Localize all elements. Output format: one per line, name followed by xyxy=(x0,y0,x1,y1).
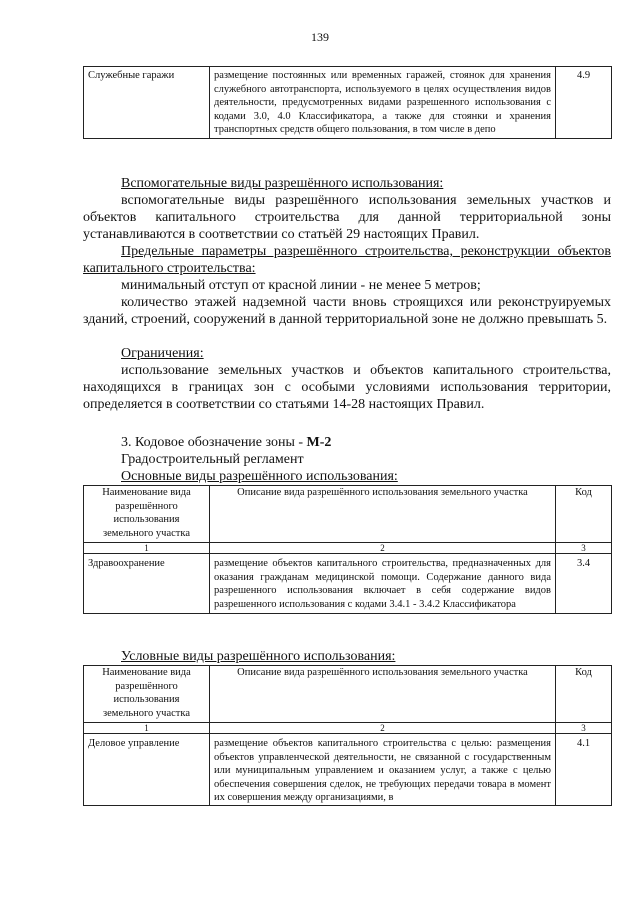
col-number: 3 xyxy=(556,723,612,734)
limits-item-1: минимальный отступ от красной линии - не менее 5 метров; xyxy=(121,278,481,293)
zone-code: М-2 xyxy=(306,435,332,450)
zone-subtitle: Градостроительный регламент xyxy=(121,452,304,467)
header-description: Описание вида разрешённого использования земельного участка xyxy=(210,666,556,723)
use-description: размещение объектов капитального строительства, предназначенных для оказания гражданам медицинской помощи. Содержание данного вида разрешенного использования включает в себя содержание видов разрешенного использования с кодами 3.4.1 - 3.4.2 Классификатора xyxy=(210,554,556,614)
zone-title: 3. Кодовое обозначение зоны - М-2 xyxy=(121,435,332,450)
table-number-row xyxy=(84,723,612,734)
main-uses-table xyxy=(83,485,612,614)
limits-item-2: количество этажей надземной части вновь строящихся или реконструируемых зданий, строений, сооружений в данной территориальной зоне не должно превышать 5. xyxy=(83,295,611,327)
table-number-row xyxy=(84,543,612,554)
header-description: Описание вида разрешённого использования земельного участка xyxy=(210,486,556,543)
table-header-row xyxy=(84,666,612,723)
col-number: 2 xyxy=(210,723,556,734)
use-code: 4.9 xyxy=(556,67,612,139)
page-number: 139 xyxy=(311,30,329,44)
restrictions-heading: Ограничения: xyxy=(121,346,204,361)
col-number: 1 xyxy=(84,543,210,554)
table-row xyxy=(84,734,612,806)
table-row xyxy=(84,67,612,139)
auxiliary-text: вспомогательные виды разрешённого использования земельных участков и объектов капитального строительства для данной территориальной зоны устанавливаются в соответствии со статьёй 29 настоящих Правил. xyxy=(83,193,611,242)
main-uses-heading: Основные виды разрешённого использования: xyxy=(121,469,398,484)
restrictions-text: использование земельных участков и объектов капитального строительства, находящихся в границах зон с особыми условиями использования территории, определяется в соответствии со статьями 14-28 настоящих Правил. xyxy=(83,363,611,412)
conditional-uses-heading: Условные виды разрешённого использования: xyxy=(121,649,396,664)
use-code: 3.4 xyxy=(556,554,612,614)
use-description: размещение постоянных или временных гаражей, стоянок для хранения служебного автотранспорта, используемого в целях осуществления видов деятельности, предусмотренных видами разрешенного использования с кодами 3.0, 4.0 Классификатора, а также для стоянки и хранения транспортных средств общего пользования, в том числе в депо xyxy=(210,67,556,139)
limits-heading: Предельные параметры разрешённого строительства, реконструкции объектов капитального строительства: xyxy=(83,244,611,276)
col-number: 3 xyxy=(556,543,612,554)
top-table xyxy=(83,66,612,139)
col-number: 1 xyxy=(84,723,210,734)
use-code: 4.1 xyxy=(556,734,612,806)
use-description: размещение объектов капитального строительства с целью: размещения объектов управленческой деятельности, не связанной с государственным или муниципальным управлением и оказанием услуг, а также с целью обеспечения совершения сделок, не требующих передачи товара в момент их совершения между организациями, в xyxy=(210,734,556,806)
use-name: Деловое управление xyxy=(84,734,210,806)
col-number: 2 xyxy=(210,543,556,554)
conditional-uses-table xyxy=(83,665,612,806)
header-name: Наименование вида разрешённого использования земельного участка xyxy=(84,486,210,543)
table-row xyxy=(84,554,612,614)
table-header-row xyxy=(84,486,612,543)
header-code: Код xyxy=(556,486,612,543)
use-name: Служебные гаражи xyxy=(84,67,210,139)
use-name: Здравоохранение xyxy=(84,554,210,614)
header-name: Наименование вида разрешённого использования земельного участка xyxy=(84,666,210,723)
auxiliary-heading: Вспомогательные виды разрешённого использования: xyxy=(121,176,444,191)
header-code: Код xyxy=(556,666,612,723)
